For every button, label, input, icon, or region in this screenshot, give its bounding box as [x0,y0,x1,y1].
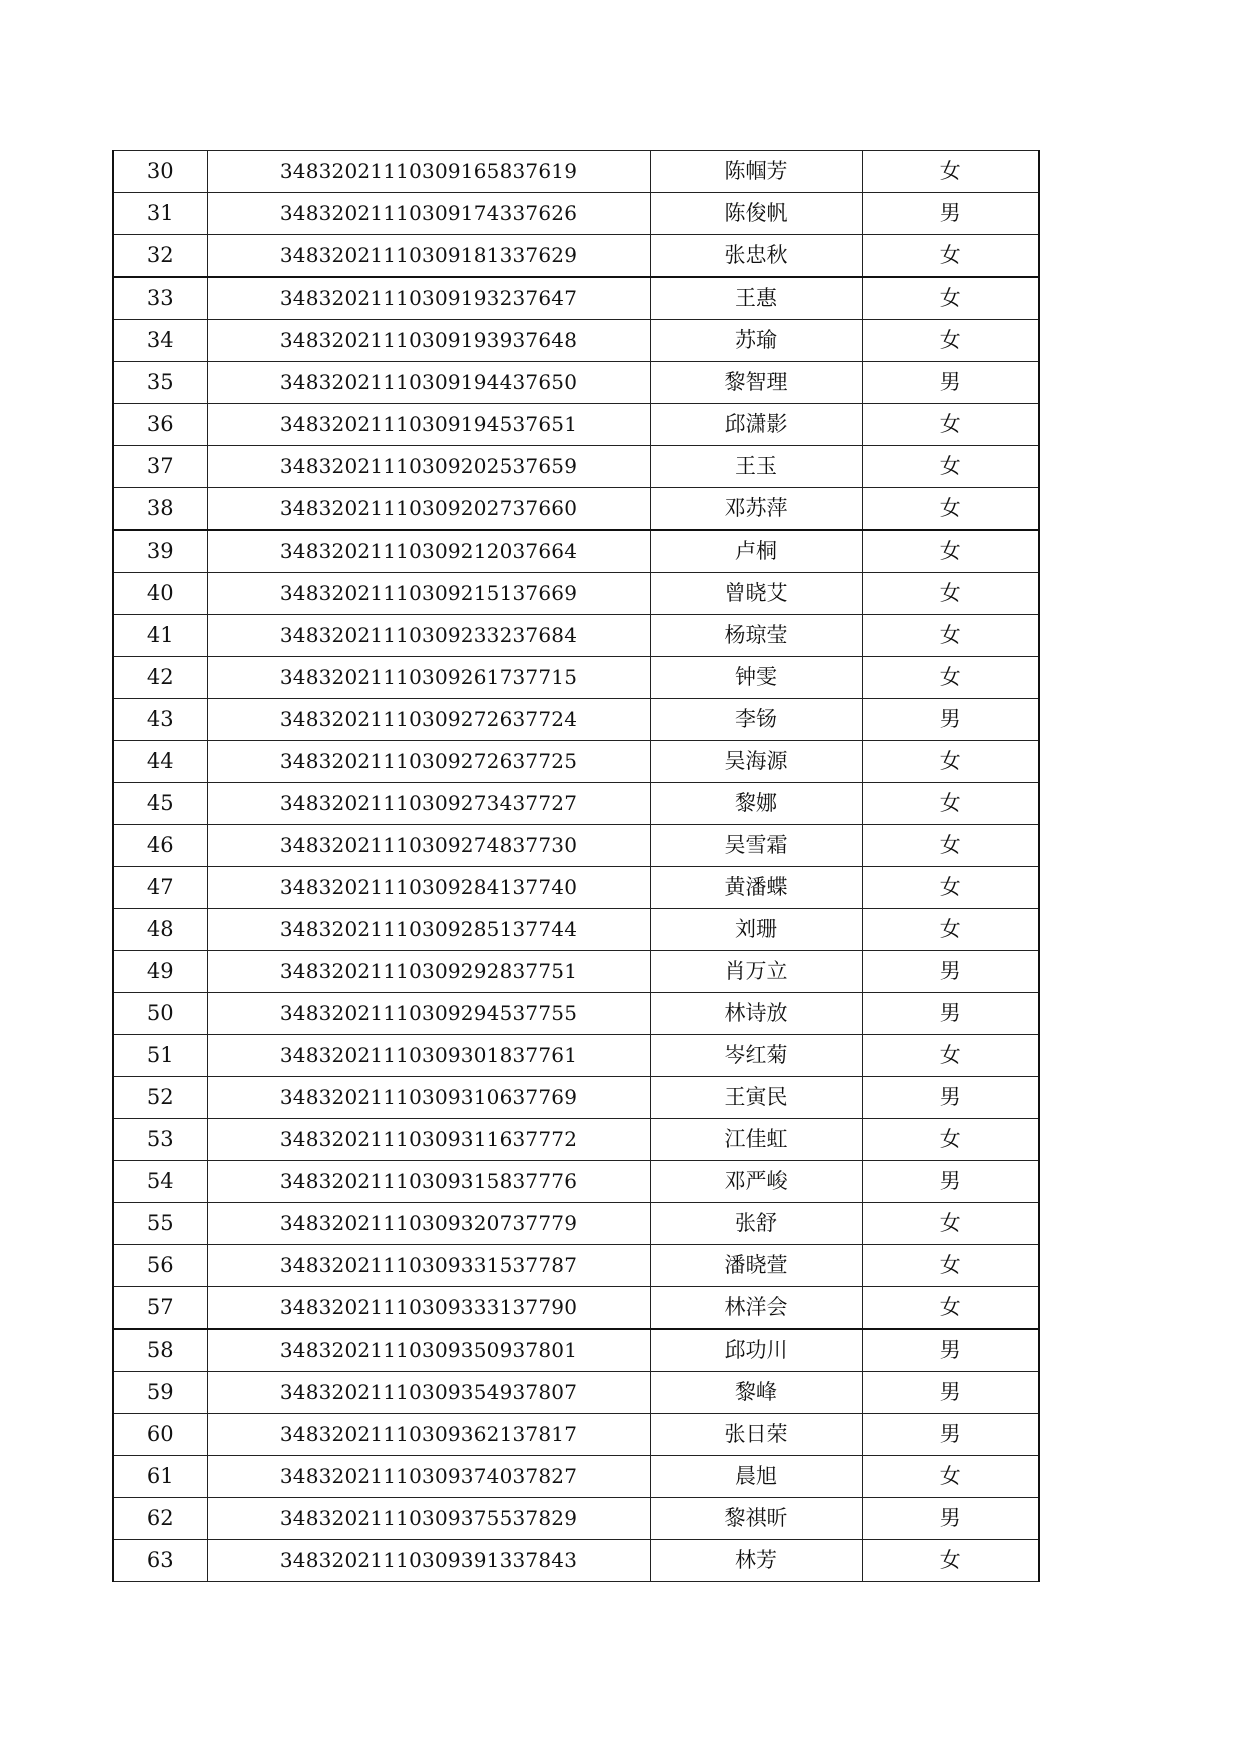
gender-cell: 女 [862,277,1039,320]
row-number-cell: 42 [113,657,207,699]
gender-cell: 女 [862,615,1039,657]
row-number-cell: 40 [113,573,207,615]
registration-id-cell: 34832021110309215137669 [207,573,650,615]
registration-id-cell: 34832021110309202737660 [207,488,650,531]
table-row [113,277,1039,320]
registration-id-cell: 34832021110309362137817 [207,1414,650,1456]
gender-cell: 女 [862,657,1039,699]
person-name-cell: 钟雯 [650,657,862,699]
gender-cell: 女 [862,783,1039,825]
row-number-cell: 54 [113,1161,207,1203]
table-row [113,993,1039,1035]
row-number-cell: 57 [113,1287,207,1330]
row-number-cell: 46 [113,825,207,867]
row-number-cell: 43 [113,699,207,741]
roster-table [112,150,1040,1582]
table-row [113,1245,1039,1287]
person-name-cell: 黎祺昕 [650,1498,862,1540]
person-name-cell: 晨旭 [650,1456,862,1498]
registration-id-cell: 34832021110309285137744 [207,909,650,951]
table-row [113,909,1039,951]
registration-id-cell: 34832021110309194537651 [207,404,650,446]
person-name-cell: 王玉 [650,446,862,488]
table-row [113,1414,1039,1456]
row-number-cell: 52 [113,1077,207,1119]
row-number-cell: 47 [113,867,207,909]
row-number-cell: 31 [113,193,207,235]
gender-cell: 男 [862,1161,1039,1203]
registration-id-cell: 34832021110309272637725 [207,741,650,783]
person-name-cell: 陈俊帆 [650,193,862,235]
table-row [113,1161,1039,1203]
person-name-cell: 邓严峻 [650,1161,862,1203]
row-number-cell: 37 [113,446,207,488]
person-name-cell: 杨琼莹 [650,615,862,657]
gender-cell: 女 [862,1540,1039,1582]
registration-id-cell: 34832021110309333137790 [207,1287,650,1330]
table-row [113,1119,1039,1161]
person-name-cell: 曾晓艾 [650,573,862,615]
table-row [113,530,1039,573]
gender-cell: 女 [862,446,1039,488]
registration-id-cell: 34832021110309181337629 [207,235,650,278]
table-row [113,1329,1039,1372]
person-name-cell: 卢桐 [650,530,862,573]
registration-id-cell: 34832021110309311637772 [207,1119,650,1161]
gender-cell: 女 [862,320,1039,362]
person-name-cell: 邱潇影 [650,404,862,446]
registration-id-cell: 34832021110309272637724 [207,699,650,741]
table-row [113,783,1039,825]
registration-id-cell: 34832021110309375537829 [207,1498,650,1540]
gender-cell: 女 [862,1245,1039,1287]
person-name-cell: 岑红菊 [650,1035,862,1077]
row-number-cell: 30 [113,151,207,193]
row-number-cell: 53 [113,1119,207,1161]
gender-cell: 女 [862,404,1039,446]
gender-cell: 女 [862,1203,1039,1245]
person-name-cell: 吴雪霜 [650,825,862,867]
row-number-cell: 55 [113,1203,207,1245]
roster-table-body [113,151,1039,1582]
gender-cell: 女 [862,909,1039,951]
gender-cell: 女 [862,1035,1039,1077]
row-number-cell: 41 [113,615,207,657]
person-name-cell: 王寅民 [650,1077,862,1119]
row-number-cell: 36 [113,404,207,446]
gender-cell: 男 [862,699,1039,741]
table-row [113,1287,1039,1330]
registration-id-cell: 34832021110309193937648 [207,320,650,362]
row-number-cell: 63 [113,1540,207,1582]
person-name-cell: 苏瑜 [650,320,862,362]
gender-cell: 女 [862,825,1039,867]
table-row [113,1456,1039,1498]
registration-id-cell: 34832021110309350937801 [207,1329,650,1372]
gender-cell: 男 [862,1372,1039,1414]
row-number-cell: 51 [113,1035,207,1077]
registration-id-cell: 34832021110309194437650 [207,362,650,404]
row-number-cell: 44 [113,741,207,783]
gender-cell: 女 [862,1119,1039,1161]
row-number-cell: 60 [113,1414,207,1456]
table-row [113,615,1039,657]
row-number-cell: 59 [113,1372,207,1414]
gender-cell: 女 [862,151,1039,193]
person-name-cell: 黎峰 [650,1372,862,1414]
registration-id-cell: 34832021110309294537755 [207,993,650,1035]
gender-cell: 女 [862,235,1039,278]
registration-id-cell: 34832021110309261737715 [207,657,650,699]
table-row [113,1498,1039,1540]
gender-cell: 男 [862,1329,1039,1372]
registration-id-cell: 34832021110309301837761 [207,1035,650,1077]
row-number-cell: 62 [113,1498,207,1540]
registration-id-cell: 34832021110309354937807 [207,1372,650,1414]
registration-id-cell: 34832021110309174337626 [207,193,650,235]
row-number-cell: 38 [113,488,207,531]
row-number-cell: 49 [113,951,207,993]
row-number-cell: 39 [113,530,207,573]
person-name-cell: 林诗放 [650,993,862,1035]
row-number-cell: 32 [113,235,207,278]
row-number-cell: 35 [113,362,207,404]
person-name-cell: 张忠秋 [650,235,862,278]
person-name-cell: 潘晓萱 [650,1245,862,1287]
registration-id-cell: 34832021110309310637769 [207,1077,650,1119]
gender-cell: 男 [862,1414,1039,1456]
gender-cell: 男 [862,1498,1039,1540]
person-name-cell: 王惠 [650,277,862,320]
person-name-cell: 邱功川 [650,1329,862,1372]
gender-cell: 女 [862,741,1039,783]
person-name-cell: 林芳 [650,1540,862,1582]
table-row [113,1203,1039,1245]
person-name-cell: 黎智理 [650,362,862,404]
registration-id-cell: 34832021110309202537659 [207,446,650,488]
registration-id-cell: 34832021110309292837751 [207,951,650,993]
row-number-cell: 45 [113,783,207,825]
registration-id-cell: 34832021110309274837730 [207,825,650,867]
gender-cell: 男 [862,362,1039,404]
table-row [113,699,1039,741]
row-number-cell: 58 [113,1329,207,1372]
registration-id-cell: 34832021110309193237647 [207,277,650,320]
registration-id-cell: 34832021110309212037664 [207,530,650,573]
registration-id-cell: 34832021110309315837776 [207,1161,650,1203]
registration-id-cell: 34832021110309391337843 [207,1540,650,1582]
table-row [113,825,1039,867]
registration-id-cell: 34832021110309165837619 [207,151,650,193]
person-name-cell: 张日荣 [650,1414,862,1456]
table-row [113,193,1039,235]
gender-cell: 女 [862,1456,1039,1498]
gender-cell: 女 [862,867,1039,909]
row-number-cell: 61 [113,1456,207,1498]
gender-cell: 男 [862,993,1039,1035]
table-row [113,362,1039,404]
table-row [113,573,1039,615]
gender-cell: 男 [862,951,1039,993]
person-name-cell: 李钖 [650,699,862,741]
registration-id-cell: 34832021110309284137740 [207,867,650,909]
gender-cell: 女 [862,488,1039,531]
table-row [113,235,1039,278]
table-row [113,1540,1039,1582]
table-row [113,404,1039,446]
person-name-cell: 黄潘蝶 [650,867,862,909]
gender-cell: 女 [862,573,1039,615]
row-number-cell: 56 [113,1245,207,1287]
gender-cell: 男 [862,1077,1039,1119]
registration-id-cell: 34832021110309320737779 [207,1203,650,1245]
table-row [113,488,1039,531]
person-name-cell: 肖万立 [650,951,862,993]
person-name-cell: 江佳虹 [650,1119,862,1161]
person-name-cell: 张舒 [650,1203,862,1245]
gender-cell: 女 [862,530,1039,573]
registration-id-cell: 34832021110309374037827 [207,1456,650,1498]
person-name-cell: 刘珊 [650,909,862,951]
table-row [113,1372,1039,1414]
person-name-cell: 黎娜 [650,783,862,825]
registration-id-cell: 34832021110309233237684 [207,615,650,657]
registration-id-cell: 34832021110309273437727 [207,783,650,825]
table-row [113,741,1039,783]
table-row [113,657,1039,699]
table-row [113,320,1039,362]
row-number-cell: 48 [113,909,207,951]
table-row [113,446,1039,488]
table-row [113,951,1039,993]
table-row [113,867,1039,909]
gender-cell: 女 [862,1287,1039,1330]
gender-cell: 男 [862,193,1039,235]
person-name-cell: 陈帼芳 [650,151,862,193]
row-number-cell: 50 [113,993,207,1035]
person-name-cell: 吴海源 [650,741,862,783]
registration-id-cell: 34832021110309331537787 [207,1245,650,1287]
table-row [113,1035,1039,1077]
row-number-cell: 33 [113,277,207,320]
person-name-cell: 林洋会 [650,1287,862,1330]
table-row [113,151,1039,193]
person-name-cell: 邓苏萍 [650,488,862,531]
row-number-cell: 34 [113,320,207,362]
table-row [113,1077,1039,1119]
